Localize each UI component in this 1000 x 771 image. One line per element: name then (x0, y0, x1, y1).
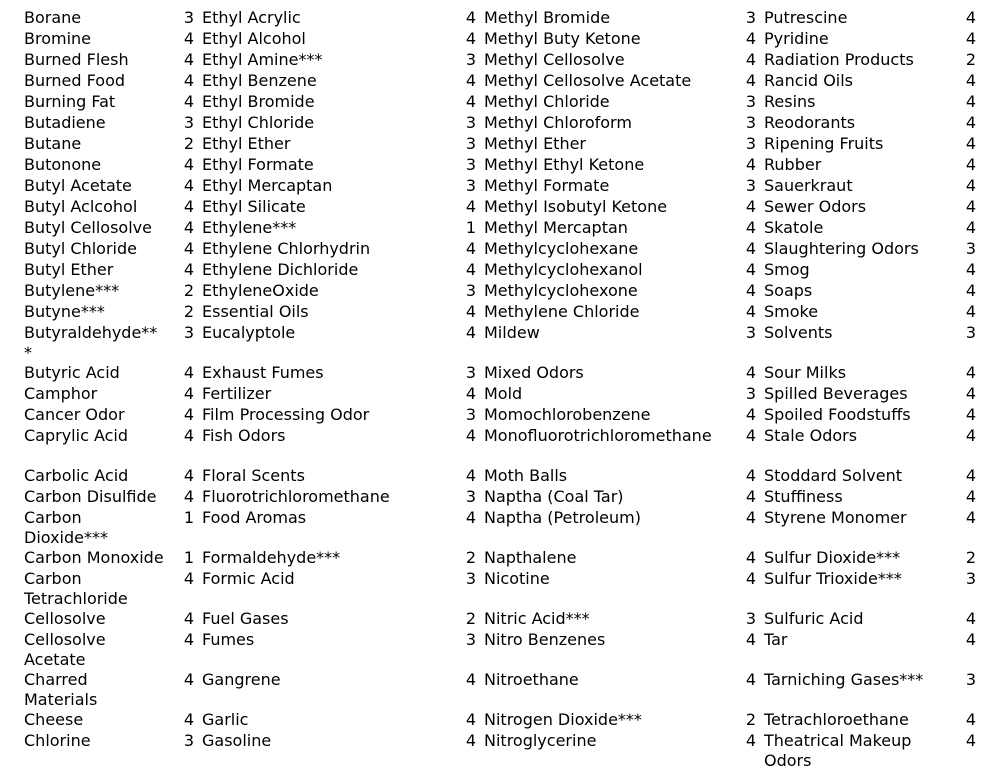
rating-value: 3 (183, 8, 194, 27)
substance-name: Smog (764, 260, 810, 279)
rating-value: 3 (465, 134, 476, 153)
substance-name: Fuel Gases (202, 609, 289, 628)
rating-value: 3 (745, 323, 756, 342)
substance-name: Methyl Ether (484, 134, 587, 153)
table-row (20, 29, 980, 50)
rating-value: 3 (465, 405, 476, 424)
substance-name: Methyl Bromide (484, 8, 611, 27)
rating-value: 4 (183, 260, 194, 279)
substance-name: Tar (764, 630, 788, 649)
substance-name: Sulfuric Acid (764, 609, 864, 628)
substance-name: Tarniching Gases*** (764, 670, 924, 689)
substance-name: Mildew (484, 323, 540, 342)
rating-value: 4 (965, 8, 976, 27)
rating-value: 2 (965, 50, 976, 69)
rating-value: 4 (965, 176, 976, 195)
substance-name: Ethyl Silicate (202, 197, 306, 216)
rating-value: 4 (465, 302, 476, 321)
rating-value: 4 (465, 260, 476, 279)
rating-value: 4 (745, 239, 756, 258)
rating-value: 3 (745, 113, 756, 132)
substance-name: Methylcyclohexone (484, 281, 638, 300)
rating-value: 3 (183, 731, 194, 750)
substance-name: Moth Balls (484, 466, 568, 485)
table-row (20, 731, 980, 771)
substance-name: Radiation Products (764, 50, 914, 69)
substance-name: Ethylene Chlorhydrin (202, 239, 371, 258)
substance-name: Cellosolve Acetate (24, 630, 106, 669)
substance-name: Methyl Ethyl Ketone (484, 155, 645, 174)
substance-name: Sulfur Dioxide*** (764, 548, 901, 567)
rating-value: 4 (965, 609, 976, 628)
table-row (20, 71, 980, 92)
substance-name: Butadiene (24, 113, 106, 132)
substance-name: Spoiled Foodstuffs (764, 405, 911, 424)
substance-name: Gangrene (202, 670, 281, 689)
table-row (20, 384, 980, 405)
substance-name: Pyridine (764, 29, 829, 48)
substance-name: Nitro Benzenes (484, 630, 606, 649)
substance-name: Naptha (Petroleum) (484, 508, 641, 527)
rating-value: 3 (465, 113, 476, 132)
substance-name: Burned Flesh (24, 50, 129, 69)
rating-value: 4 (183, 92, 194, 111)
substance-name: Burned Food (24, 71, 126, 90)
substance-name: Sewer Odors (764, 197, 867, 216)
rating-value: 4 (965, 71, 976, 90)
rating-value: 4 (745, 302, 756, 321)
rating-value: 4 (965, 302, 976, 321)
substance-name: Fish Odors (202, 426, 286, 445)
substance-name: Smoke (764, 302, 819, 321)
rating-value: 2 (183, 302, 194, 321)
substance-name: Sauerkraut (764, 176, 853, 195)
substance-name: Methyl Mercaptan (484, 218, 628, 237)
rating-value: 2 (183, 281, 194, 300)
substance-name: Theatrical Makeup Odors (764, 731, 912, 770)
rating-value: 4 (465, 670, 476, 689)
substance-name: Butyraldehyde*** (24, 323, 158, 362)
substance-name: Formaldehyde*** (202, 548, 341, 567)
table-row (20, 548, 980, 569)
rating-value: 4 (965, 29, 976, 48)
rating-value: 4 (465, 92, 476, 111)
rating-value: 4 (965, 508, 976, 527)
substance-name: Camphor (24, 384, 98, 403)
substance-name: Rancid Oils (764, 71, 854, 90)
substance-name: Momochlorobenzene (484, 405, 651, 424)
substance-name: Methyl Isobutyl Ketone (484, 197, 668, 216)
rating-value: 4 (465, 8, 476, 27)
rating-value: 3 (465, 50, 476, 69)
rating-value: 4 (183, 487, 194, 506)
substance-name: Bromine (24, 29, 92, 48)
substance-name: Ethyl Chloride (202, 113, 315, 132)
rating-value: 3 (183, 113, 194, 132)
rating-value: 2 (745, 710, 756, 729)
rating-value: 4 (745, 363, 756, 382)
substance-name: Carbon Monoxide (24, 548, 164, 567)
rating-value: 4 (465, 29, 476, 48)
table-row (20, 363, 980, 384)
substance-name: Ethyl Formate (202, 155, 314, 174)
substance-name: Butyl Ether (24, 260, 114, 279)
rating-value: 4 (745, 548, 756, 567)
rating-value: 4 (183, 50, 194, 69)
substance-name: Solvents (764, 323, 833, 342)
substance-name: Garlic (202, 710, 249, 729)
substance-name: Ethyl Benzene (202, 71, 317, 90)
table-row (20, 405, 980, 426)
rating-value: 4 (183, 29, 194, 48)
rating-value: 4 (965, 363, 976, 382)
rating-value: 4 (183, 569, 194, 588)
substance-name: Methyl Chloroform (484, 113, 632, 132)
table-row (20, 302, 980, 323)
table-row (20, 134, 980, 155)
rating-value: 2 (465, 609, 476, 628)
rating-value: 4 (183, 630, 194, 649)
substance-name: Ethyl Amine*** (202, 50, 323, 69)
substance-name: Monofluorotrichloromethane (484, 426, 712, 445)
substance-name: Ethylene*** (202, 218, 297, 237)
rating-value: 3 (465, 176, 476, 195)
rating-value: 4 (965, 487, 976, 506)
rating-value: 4 (465, 508, 476, 527)
table-row (20, 176, 980, 197)
table-row (20, 609, 980, 630)
table-row (20, 710, 980, 731)
substance-name: Nitric Acid*** (484, 609, 590, 628)
substance-name: Ethyl Bromide (202, 92, 315, 111)
rating-value: 3 (745, 176, 756, 195)
substance-name: Film Processing Odor (202, 405, 370, 424)
substance-name: Eucalyptole (202, 323, 296, 342)
rating-value: 4 (183, 384, 194, 403)
rating-value: 4 (745, 405, 756, 424)
rating-value: 3 (465, 363, 476, 382)
table-row (20, 260, 980, 281)
rating-value: 3 (965, 569, 976, 588)
substance-name: Slaughtering Odors (764, 239, 919, 258)
substance-name: Soaps (764, 281, 813, 300)
rating-value: 4 (965, 134, 976, 153)
rating-value: 3 (465, 569, 476, 588)
substance-name: Naptha (Coal Tar) (484, 487, 624, 506)
substance-name: Fertilizer (202, 384, 272, 403)
substance-name: Stale Odors (764, 426, 858, 445)
rating-value: 4 (183, 363, 194, 382)
rating-value: 4 (965, 92, 976, 111)
rating-value: 4 (745, 466, 756, 485)
rating-value: 4 (745, 281, 756, 300)
rating-value: 3 (965, 323, 976, 342)
rating-value: 4 (745, 155, 756, 174)
substance-name: Methyl Formate (484, 176, 610, 195)
rating-value: 4 (183, 426, 194, 445)
rating-value: 4 (965, 384, 976, 403)
rating-value: 4 (465, 71, 476, 90)
table-row (20, 426, 980, 466)
rating-value: 4 (183, 71, 194, 90)
substance-name: Spilled Beverages (764, 384, 908, 403)
substance-name: Stoddard Solvent (764, 466, 902, 485)
table-row (20, 197, 980, 218)
rating-value: 2 (183, 134, 194, 153)
substance-name: Napthalene (484, 548, 577, 567)
table-row (20, 487, 980, 508)
substance-name: Carbon Dioxide*** (24, 508, 108, 547)
rating-value: 4 (183, 466, 194, 485)
table-row (20, 281, 980, 302)
substance-name: Ethyl Ether (202, 134, 291, 153)
rating-value: 3 (745, 92, 756, 111)
substance-name: Exhaust Fumes (202, 363, 324, 382)
rating-value: 4 (745, 670, 756, 689)
substance-name: Tetrachloroethane (764, 710, 909, 729)
rating-value: 3 (465, 155, 476, 174)
substance-name: Fumes (202, 630, 255, 649)
odor-rating-table (20, 8, 980, 771)
table-row (20, 113, 980, 134)
substance-name: Butyne*** (24, 302, 105, 321)
rating-value: 4 (745, 426, 756, 445)
rating-value: 4 (745, 569, 756, 588)
substance-name: Stuffiness (764, 487, 843, 506)
rating-value: 4 (183, 155, 194, 174)
substance-name: Borane (24, 8, 82, 27)
substance-name: Gasoline (202, 731, 272, 750)
substance-name: Mold (484, 384, 523, 403)
table-row (20, 569, 980, 609)
substance-name: Ethyl Mercaptan (202, 176, 333, 195)
rating-value: 4 (965, 113, 976, 132)
substance-name: Methylene Chloride (484, 302, 640, 321)
rating-value: 4 (183, 670, 194, 689)
substance-name: Charred Materials (24, 670, 98, 709)
substance-name: Butonone (24, 155, 102, 174)
rating-value: 4 (745, 29, 756, 48)
rating-value: 2 (465, 548, 476, 567)
substance-name: Butyric Acid (24, 363, 120, 382)
substance-name: Carbon Disulfide (24, 487, 157, 506)
rating-value: 4 (183, 239, 194, 258)
table-row (20, 218, 980, 239)
table-row (20, 50, 980, 71)
rating-value: 4 (745, 630, 756, 649)
substance-name: EthyleneOxide (202, 281, 319, 300)
rating-value: 3 (465, 281, 476, 300)
rating-value: 4 (183, 710, 194, 729)
rating-value: 4 (965, 281, 976, 300)
substance-name: Methyl Cellosolve Acetate (484, 71, 692, 90)
rating-value: 3 (965, 239, 976, 258)
rating-value: 4 (965, 710, 976, 729)
rating-value: 4 (745, 218, 756, 237)
table-row (20, 155, 980, 176)
substance-name: Ripening Fruits (764, 134, 884, 153)
rating-value: 3 (745, 8, 756, 27)
rating-value: 3 (465, 630, 476, 649)
rating-value: 4 (465, 731, 476, 750)
substance-name: Chlorine (24, 731, 91, 750)
table-row (20, 323, 980, 363)
substance-name: Nitrogen Dioxide*** (484, 710, 642, 729)
substance-name: Caprylic Acid (24, 426, 129, 445)
substance-name: Sour Milks (764, 363, 847, 382)
substance-name: Butyl Cellosolve (24, 218, 152, 237)
rating-value: 4 (965, 466, 976, 485)
rating-value: 4 (965, 731, 976, 750)
rating-value: 1 (183, 508, 194, 527)
substance-name: Methylcyclohexane (484, 239, 639, 258)
substance-name: Nitroglycerine (484, 731, 597, 750)
table-row (20, 508, 980, 548)
rating-value: 4 (745, 260, 756, 279)
substance-name: Floral Scents (202, 466, 305, 485)
rating-value: 1 (465, 218, 476, 237)
rating-value: 3 (745, 609, 756, 628)
substance-name: Ethylene Dichloride (202, 260, 359, 279)
substance-name: Resins (764, 92, 816, 111)
substance-name: Rubber (764, 155, 822, 174)
substance-name: Burning Fat (24, 92, 116, 111)
rating-value: 4 (183, 176, 194, 195)
substance-name: Ethyl Alcohol (202, 29, 306, 48)
rating-value: 4 (465, 426, 476, 445)
rating-value: 4 (965, 155, 976, 174)
rating-value: 4 (465, 710, 476, 729)
substance-name: Butane (24, 134, 82, 153)
substance-name: Butylene*** (24, 281, 120, 300)
substance-name: Reodorants (764, 113, 856, 132)
substance-name: Carbon Tetrachloride (24, 569, 128, 608)
substance-name: Cheese (24, 710, 84, 729)
substance-name: Methylcyclohexanol (484, 260, 643, 279)
rating-value: 4 (745, 731, 756, 750)
rating-value: 3 (183, 323, 194, 342)
substance-name: Sulfur Trioxide*** (764, 569, 902, 588)
substance-name: Butyl Aclcohol (24, 197, 138, 216)
rating-value: 4 (965, 405, 976, 424)
rating-value: 4 (965, 426, 976, 445)
substance-name: Butyl Chloride (24, 239, 137, 258)
substance-name: Butyl Acetate (24, 176, 132, 195)
rating-value: 4 (965, 630, 976, 649)
rating-value: 4 (965, 260, 976, 279)
rating-value: 3 (965, 670, 976, 689)
rating-value: 3 (745, 134, 756, 153)
rating-value: 1 (183, 548, 194, 567)
rating-value: 4 (965, 218, 976, 237)
rating-value: 4 (465, 197, 476, 216)
table-body (20, 8, 980, 771)
rating-value: 4 (745, 71, 756, 90)
rating-value: 4 (965, 197, 976, 216)
rating-value: 4 (745, 508, 756, 527)
substance-name: Mixed Odors (484, 363, 584, 382)
table-row (20, 630, 980, 670)
substance-name: Methyl Chloride (484, 92, 610, 111)
substance-name: Formic Acid (202, 569, 295, 588)
substance-name: Ethyl Acrylic (202, 8, 301, 27)
table-row (20, 239, 980, 260)
substance-name: Fluorotrichloromethane (202, 487, 390, 506)
substance-name: Carbolic Acid (24, 466, 129, 485)
table-row (20, 670, 980, 710)
rating-value: 4 (183, 609, 194, 628)
substance-name: Putrescine (764, 8, 848, 27)
rating-value: 4 (465, 466, 476, 485)
rating-value: 4 (465, 323, 476, 342)
table-row (20, 8, 980, 29)
rating-value: 4 (183, 197, 194, 216)
rating-value: 3 (745, 384, 756, 403)
substance-name: Essential Oils (202, 302, 309, 321)
rating-value: 2 (965, 548, 976, 567)
substance-name: Methyl Buty Ketone (484, 29, 641, 48)
substance-name: Food Aromas (202, 508, 307, 527)
rating-value: 4 (745, 487, 756, 506)
substance-name: Nicotine (484, 569, 550, 588)
rating-value: 4 (745, 50, 756, 69)
rating-value: 4 (465, 384, 476, 403)
substance-name: Styrene Monomer (764, 508, 907, 527)
rating-value: 4 (183, 218, 194, 237)
substance-name: Skatole (764, 218, 824, 237)
substance-name: Cancer Odor (24, 405, 125, 424)
substance-name: Methyl Cellosolve (484, 50, 625, 69)
table-row (20, 92, 980, 113)
substance-name: Nitroethane (484, 670, 579, 689)
rating-value: 4 (183, 405, 194, 424)
rating-value: 4 (745, 197, 756, 216)
substance-name: Cellosolve (24, 609, 106, 628)
table-row (20, 466, 980, 487)
rating-value: 3 (465, 487, 476, 506)
rating-value: 4 (465, 239, 476, 258)
